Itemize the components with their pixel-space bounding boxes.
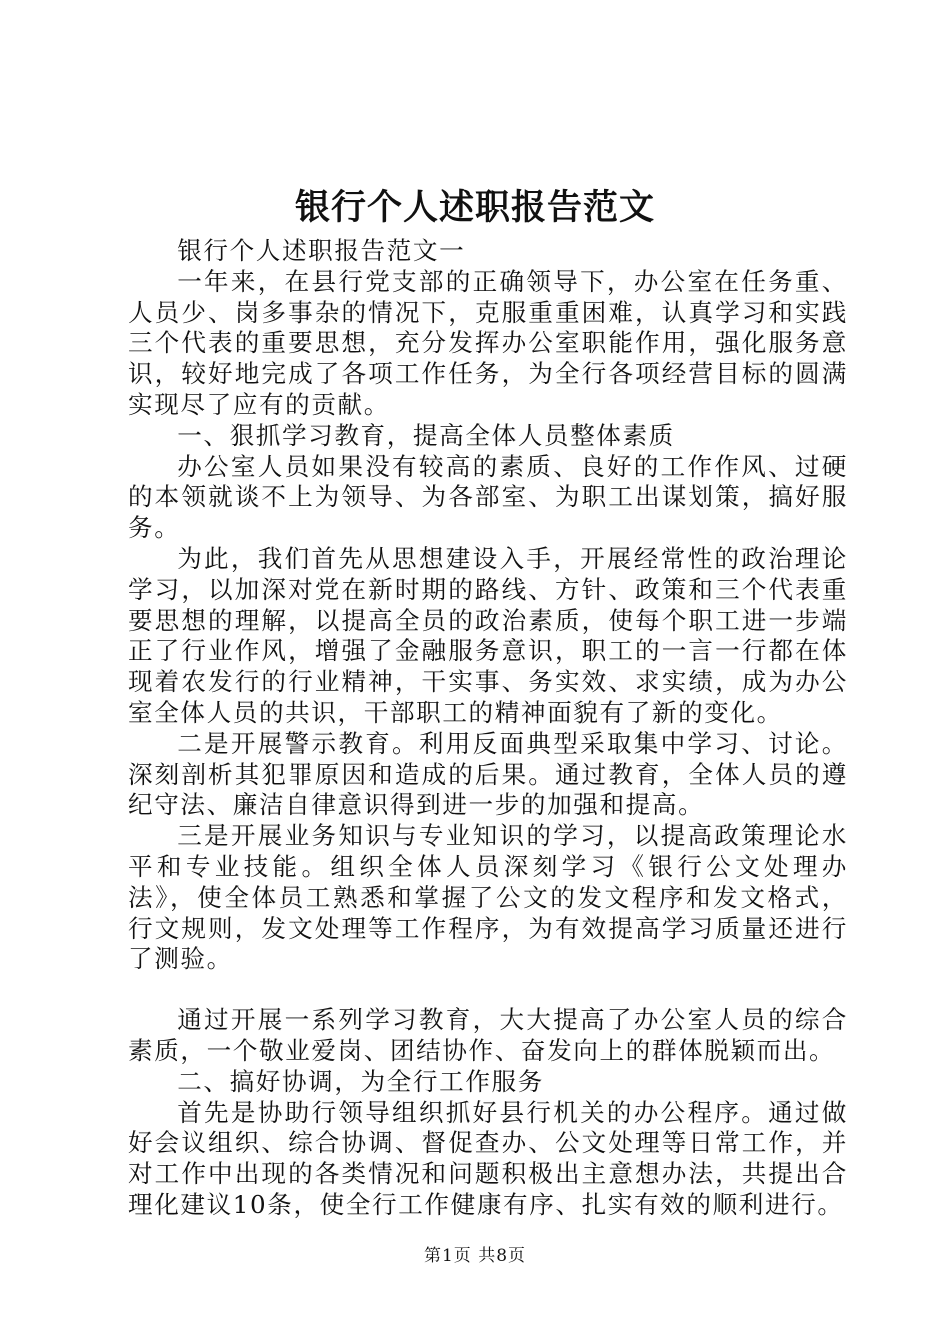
document-title: 银行个人述职报告范文 [294, 187, 655, 228]
document-body [128, 236, 848, 1221]
paragraph-summary: 一年来，在县行党支部的正确领导下，办公室在任务重、人员少、岗多事杂的情况下，克服重重困难，认真学习和实践三个代表的重要思想，充分发挥办公室职能作用，强化服务意识，较好地完成了各项工作任务，为全行各项经营目标的圆满实现尽了应有的贡献。 [128, 266, 848, 419]
section-heading-coordination: 二、搞好协调，为全行工作服务 [177, 1066, 544, 1096]
paragraph-warning-education: 二是开展警示教育。利用反面典型采取集中学习、讨论。深刻剖析其犯罪原因和造成的后果。通过教育，全体人员的遵纪守法、廉洁自律意识得到进一步的加强和提高。 [128, 728, 848, 820]
section-heading-learning: 一、狠抓学习教育，提高全体人员整体素质 [177, 420, 675, 450]
paragraph-office-procedure: 首先是协助行领导组织抓好县行机关的办公程序。通过做好会议组织、综合协调、督促查办、公文处理等日常工作，并对工作中出现的各类情况和问题积极出主意想办法，共提出合理化建议10条，使全行工作健康有序、扎实有效的顺利进行。 [128, 1097, 848, 1219]
paragraph-political-study: 为此，我们首先从思想建设入手，开展经常性的政治理论学习，以加深对党在新时期的路线、方针、政策和三个代表重要思想的理解，以提高全员的政治素质，使每个职工进一步端正了行业作风，增强了金融服务意识，职工的一言一行都在体现着农发行的行业精神，干实事、务实效、求实绩，成为办公室全体人员的共识，干部职工的精神面貌有了新的变化。 [128, 543, 848, 727]
section-heading-intro: 银行个人述职报告范文一 [177, 236, 466, 265]
paragraph-staff-quality: 办公室人员如果没有较高的素质、良好的工作作风、过硬的本领就谈不上为领导、为各部室、为职工出谋划策，搞好服务。 [128, 451, 848, 543]
paragraph-professional-study: 三是开展业务知识与专业知识的学习，以提高政策理论水平和专业技能。组织全体人员深刻学习《银行公文处理办法》，使全体员工熟悉和掌握了公文的发文程序和发文格式，行文规则，发文处理等工作程序，为有效提高学习质量还进行了测验。 [128, 821, 848, 974]
page-footer: 第1页 共8页 [423, 1246, 527, 1266]
paragraph-learning-result: 通过开展一系列学习教育，大大提高了办公室人员的综合素质，一个敬业爱岗、团结协作、奋发向上的群体脱颖而出。 [128, 1005, 848, 1065]
